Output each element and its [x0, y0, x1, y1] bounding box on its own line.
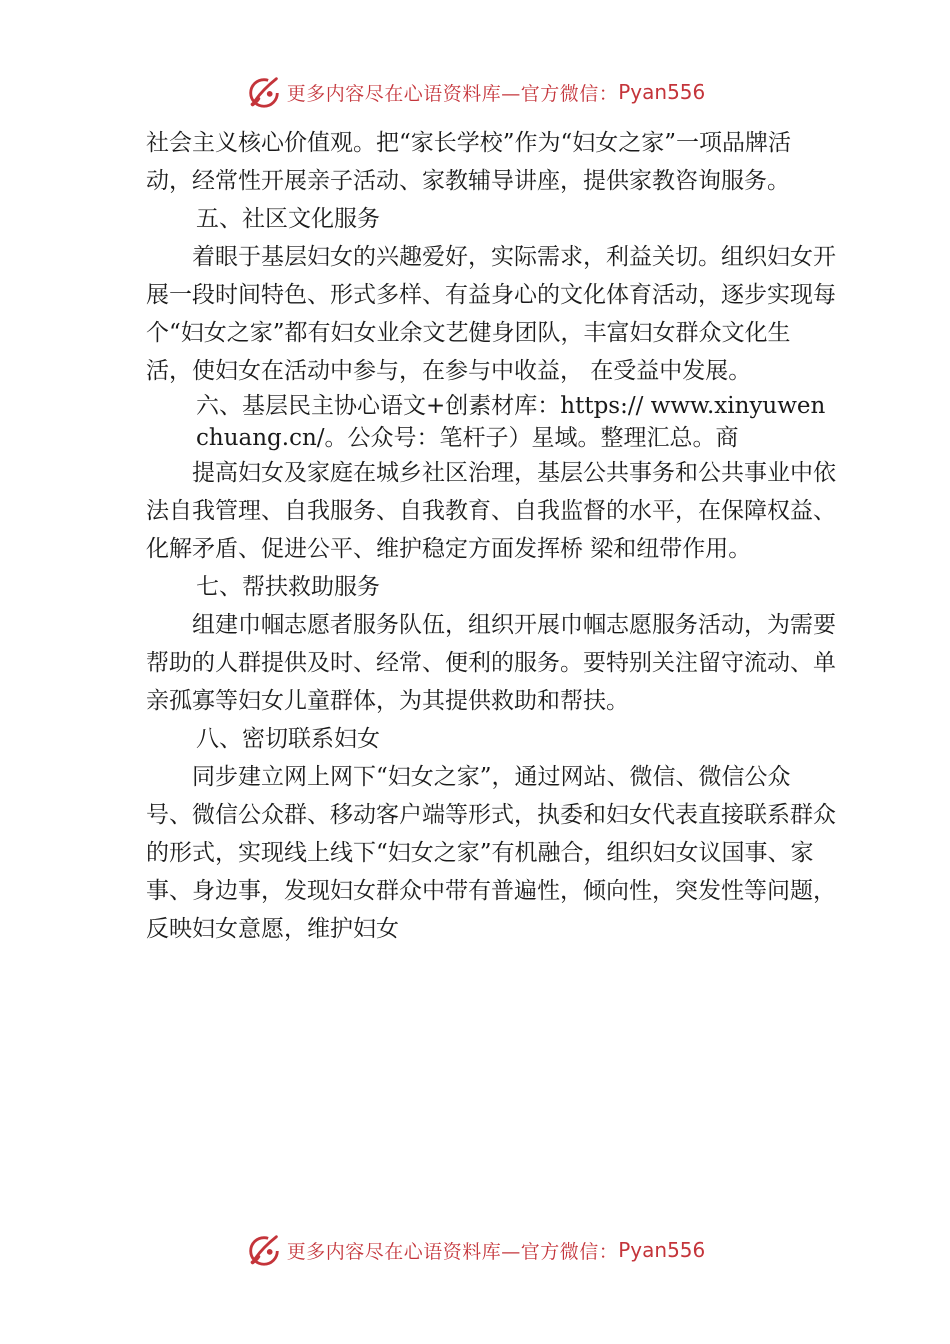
paragraph: 提高妇女及家庭在城乡社区治理，基层公共事务和公共事业中依法自我管理、自我服务、自我教育、自我监督的水平，在保障权益、化解矛盾、促进公平、维护稳定方面发挥桥 梁和纽带作用。	[146, 460, 836, 562]
paragraph: 着眼于基层妇女的兴趣爱好，实际需求，利益关切。组织妇女开展一段时间特色、形式多样、有益身心的文化体育活动，逐步实现每个“妇女之家”都有妇女业余文艺健身团队，丰富妇女群众文化生活，使妇女在活动中参与，在参与中收益， 在受益中发展。	[146, 244, 836, 384]
section-heading-7: 七、帮扶救助服务	[196, 574, 380, 600]
brush-logo-icon	[245, 73, 283, 111]
section-heading-8: 八、密切联系妇女	[196, 726, 380, 752]
watermark-code: Pyan556	[618, 80, 706, 104]
document-body	[146, 124, 836, 948]
paragraph: 社会主义核心价值观。把“家长学校”作为“妇女之家”一项品牌活动，经常性开展亲子活动、家教辅导讲座，提供家教咨询服务。	[146, 130, 792, 194]
watermark-text: 更多内容尽在心语资料库—官方微信：	[286, 1240, 619, 1263]
section-heading-5: 五、社区文化服务	[196, 206, 380, 232]
section-heading-6: 六、基层民主协心语文+创素材库：https:// www.xinyuwenchuang.cn/。公众号：笔杆子）星域。整理汇总。商	[196, 393, 826, 451]
watermark-text: 更多内容尽在心语资料库—官方微信：	[286, 82, 619, 105]
watermark-code: Pyan556	[618, 1238, 706, 1262]
paragraph: 组建巾帼志愿者服务队伍，组织开展巾帼志愿服务活动，为需要帮助的人群提供及时、经常、便利的服务。要特别关注留守流动、单亲孤寡等妇女儿童群体，为其提供救助和帮扶。	[146, 612, 836, 714]
watermark-footer	[0, 1228, 950, 1272]
paragraph: 同步建立网上网下“妇女之家”，通过网站、微信、微信公众号、微信公众群、移动客户端等形式，执委和妇女代表直接联系群众的形式，实现线上线下“妇女之家”有机融合，组织妇女议国事、家事、身边事，发现妇女群众中带有普遍性，倾向性，突发性等问题，反映妇女意愿，维护妇女	[146, 764, 836, 942]
watermark-header	[0, 70, 950, 114]
brush-logo-icon	[245, 1231, 283, 1269]
